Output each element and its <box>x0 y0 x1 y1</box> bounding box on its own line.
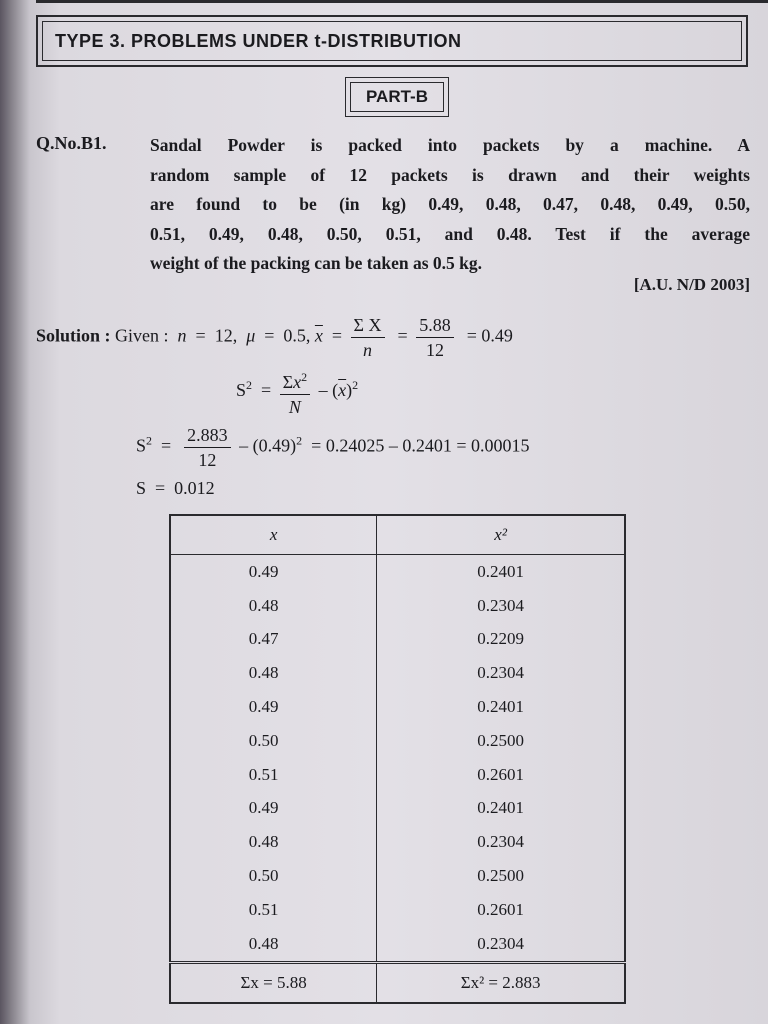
data-table <box>169 514 626 1004</box>
cell-x: 0.50 <box>170 859 377 893</box>
question-line: Sandal Powder is packed into packets by a machine. A <box>150 135 750 155</box>
table-row <box>170 893 625 927</box>
solution-given-line: Solution : Given : n = 12, μ = 0.5, $\overline{x}$ = $\frac{\text{Σ X}}{n}$ = $\frac{5.88}{12}$ = 0.49 <box>36 315 513 360</box>
table-row <box>170 690 625 724</box>
question-line: 0.51, 0.49, 0.48, 0.50, 0.51, and 0.48. Test if the average <box>150 223 750 244</box>
column-header-x-squared: x² <box>377 515 625 555</box>
cell-x-squared: 0.2304 <box>377 589 625 623</box>
sum-x: Σx = 5.88 <box>170 962 377 1003</box>
sum-x-squared: Σx² = 2.883 <box>377 962 625 1003</box>
mean-result: = 0.49 <box>466 325 513 346</box>
variance-computation: $S^2$ = $\frac{2.883}{12}$ – $(0.49)^2 = 0.24025 - 0.2401 = 0.00015$ <box>136 425 530 470</box>
table-total-row <box>170 962 625 1003</box>
n-value: 12, <box>214 325 238 346</box>
cell-x-squared: 0.2601 <box>377 758 625 792</box>
cell-x-squared: 0.2401 <box>377 792 625 826</box>
table-row <box>170 623 625 657</box>
cell-x: 0.51 <box>170 758 377 792</box>
table-header-row <box>170 515 625 555</box>
cell-x: 0.47 <box>170 623 377 657</box>
cell-x-squared: 0.2304 <box>377 927 625 962</box>
cell-x-squared: 0.2601 <box>377 893 625 927</box>
table-row <box>170 859 625 893</box>
cell-x-squared: 0.2500 <box>377 859 625 893</box>
part-label: PART-B <box>350 82 444 112</box>
question-line: weight of the packing can be taken as 0.5 kg. <box>150 253 483 273</box>
mean-value-fraction <box>416 314 454 361</box>
given-label: Given : <box>115 325 169 346</box>
cell-x: 0.48 <box>170 656 377 690</box>
cell-x: 0.49 <box>170 555 377 589</box>
top-rule <box>36 0 768 3</box>
cell-x: 0.49 <box>170 792 377 826</box>
cell-x-squared: 0.2401 <box>377 690 625 724</box>
variance-numerator: 2.883 <box>184 424 231 448</box>
mu-value: 0.5, <box>283 325 311 346</box>
mean-fraction: $\frac{\text{Σ X}}{n}$ <box>351 314 385 361</box>
solution-label: Solution : <box>36 325 111 346</box>
table-row <box>170 758 625 792</box>
cell-x: 0.48 <box>170 927 377 962</box>
cell-x-squared: 0.2209 <box>377 623 625 657</box>
mean-value-denominator: 12 <box>425 340 444 360</box>
section-title: TYPE 3. PROBLEMS UNDER t-DISTRIBUTION <box>42 21 742 61</box>
mean-numerator: Σ X <box>351 314 385 338</box>
column-header-x: x <box>170 515 377 555</box>
question-text <box>150 131 750 279</box>
variance-fraction <box>184 424 231 471</box>
std-dev-line: S = 0.012 <box>136 478 215 498</box>
table-row <box>170 724 625 758</box>
cell-x: 0.48 <box>170 825 377 859</box>
cell-x: 0.51 <box>170 893 377 927</box>
section-header-box <box>36 15 748 67</box>
variance-formula: $S^2$ = $\frac{\Sigma x^2}{N}$ – $(\overline{x})^2$ <box>236 366 358 418</box>
variance-formula-fraction: $\frac{\Sigma x^2}{N}$ <box>280 366 310 418</box>
table-row <box>170 589 625 623</box>
cell-x-squared: 0.2304 <box>377 656 625 690</box>
question-line: random sample of 12 packets is drawn and their weights <box>150 164 750 185</box>
variance-result: = 0.24025 – 0.2401 = 0.00015 <box>311 435 530 456</box>
variance-mean-term: – (0.49) <box>239 435 297 456</box>
question-line: are found to be (in kg) 0.49, 0.48, 0.47, 0.48, 0.49, 0.50, <box>150 194 750 214</box>
part-label-box <box>345 77 449 117</box>
cell-x: 0.48 <box>170 589 377 623</box>
table-row <box>170 555 625 589</box>
table-body <box>170 555 625 963</box>
variance-denominator: 12 <box>198 450 217 470</box>
cell-x-squared: 0.2304 <box>377 825 625 859</box>
table-row <box>170 825 625 859</box>
question-number: Q.No.B1. <box>36 133 107 153</box>
table-row <box>170 927 625 962</box>
mean-value-numerator: 5.88 <box>416 314 454 338</box>
cell-x-squared: 0.2401 <box>377 555 625 589</box>
cell-x-squared: 0.2500 <box>377 724 625 758</box>
table-row <box>170 656 625 690</box>
std-dev-value: 0.012 <box>174 478 215 498</box>
table-row <box>170 792 625 826</box>
question-source: [A.U. N/D 2003] <box>633 275 750 294</box>
cell-x: 0.49 <box>170 690 377 724</box>
cell-x: 0.50 <box>170 724 377 758</box>
